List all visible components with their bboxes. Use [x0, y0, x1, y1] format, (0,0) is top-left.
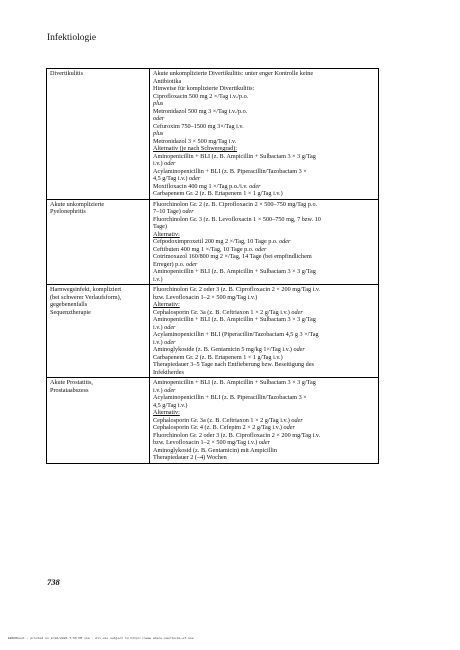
therapy-text: Carbapenem Gr. 2 (z. B. Ertapenem 1 × 1 g/Tag i.v.): [153, 190, 283, 197]
therapy-conjunction: oder: [249, 182, 261, 190]
therapy-line: [153, 424, 375, 432]
therapy-line: [153, 246, 375, 254]
therapy-text: Alternativ (je nach Schweregrad):: [153, 145, 238, 152]
therapy-text: i.v.): [153, 386, 165, 394]
therapy-text: Fluorchinolon Gr. 2 oder 3 (z. B. Ciprofloxacin 2 × 200 mg/Tag i.v.: [153, 431, 321, 439]
therapy-text: Acylaminopenicillin + BLI (Piperacillin/Tazobactam 4,5 g 3 ×/Tag: [153, 331, 319, 338]
therapy-line: [153, 354, 375, 362]
therapy-text: Ciprofloxacin 500 mg 2 ×/Tag i.v./p.o.: [153, 92, 249, 100]
condition-line: Divertikulitis: [50, 70, 83, 77]
therapy-text: Metronidazol 500 mg 3 ×/Tag i.v./p.o.: [153, 107, 248, 115]
table-row: [47, 199, 379, 285]
therapy-line: [153, 183, 375, 191]
therapy-line: [153, 316, 375, 324]
therapy-line: [153, 379, 375, 387]
therapy-line: [153, 208, 375, 216]
therapy-conjunction: oder: [255, 245, 267, 253]
therapy-line: [153, 439, 375, 447]
therapy-conjunction: oder: [164, 338, 176, 346]
condition-line: gegebenenfalls: [50, 301, 88, 308]
therapy-line: [153, 238, 375, 246]
therapy-text: Carbapenem Gr. 2 (z. B. Ertapenem 1 × 1 g/Tag i.v.): [153, 353, 283, 361]
therapy-text: Cephalosporin Gr. 4 (z. B. Cefepim 2 × 2 g/Tag i.v.): [153, 424, 284, 431]
therapy-text: Aminopenicillin + BLI (z. B. Ampicillin + Sulbactam 3 × 3 g/Tag: [153, 268, 316, 275]
therapy-line: [153, 339, 375, 347]
therapy-line: [153, 85, 375, 93]
therapy-line: [153, 286, 375, 294]
therapy-text: 4,5 g/Tag i.v.): [153, 175, 189, 182]
therapy-conjunction: oder: [291, 416, 303, 424]
therapy-text: Aminopenicillin + BLI (z. B. Ampicillin + Sulbactam 3 × 3 g/Tag: [153, 379, 316, 386]
therapy-conjunction: oder: [185, 260, 198, 268]
therapy-line: [153, 331, 375, 339]
therapy-text: Cotrimoxazol 160/800 mg 2 ×/Tag, 14 Tage (bei empfindlichem: [153, 253, 312, 260]
therapy-text: Hinweise für komplizierte Divertikulitis:: [153, 85, 255, 92]
therapy-text: Akute unkomplizierte Divertikulitis: unter enger Kontrolle keine: [153, 70, 314, 77]
therapy-text: Aminopenicillin + BLI (z. B. Ampicillin + Sulbactam 3 × 3 g/Tag: [153, 316, 316, 323]
therapy-text: Tage): [153, 223, 167, 230]
condition-line: Sequenztherapie: [50, 308, 91, 316]
therapy-text: Cephalosporin Gr. 3a (z. B. Ceftriaxon 1 × 2 g/Tag i.v.): [153, 308, 292, 316]
therapy-line: [153, 145, 375, 153]
therapy-line: [153, 417, 375, 425]
therapy-line: [153, 432, 375, 440]
therapy-text: Acylaminopenicillin + BLI (z. B. Piperacillin/Tazobactam 3 ×: [153, 167, 307, 175]
condition-cell: [47, 69, 150, 200]
therapy-text: plus: [153, 100, 164, 107]
therapy-text: Cefpodoximproxetil 200 mg 2 ×/Tag, 10 Tage p.o.: [153, 238, 280, 245]
therapy-cell: [150, 378, 379, 464]
therapy-line: [153, 190, 375, 198]
therapy-line: [153, 175, 375, 183]
therapy-line: [153, 268, 375, 276]
therapy-line: [153, 387, 375, 395]
therapy-line: [153, 93, 375, 101]
therapy-text: bzw. Levofloxacin 1–2 × 500 mg/Tag i.v.): [153, 293, 258, 301]
therapy-conjunction: oder: [279, 238, 291, 245]
therapy-line: [153, 394, 375, 402]
antibiotic-therapy-table: [46, 68, 379, 464]
therapy-text: 4,5 g/Tag i.v.): [153, 401, 188, 409]
therapy-line: [153, 70, 375, 78]
therapy-conjunction: oder: [283, 424, 295, 431]
therapy-line: [153, 138, 375, 146]
therapy-text: Cephalosporin Gr. 3a (z. B. Ceftriaxon 1 × 2 g/Tag i.v.): [153, 416, 292, 424]
therapy-conjunction: oder: [293, 346, 305, 353]
table-row: [47, 378, 379, 464]
therapy-text: Aminoglykosid (z. B. Gentamicin) mit Ampicillin: [153, 446, 277, 454]
therapy-line: [153, 369, 375, 377]
therapy-text: bzw. Levofloxacin 1–2 × 500 mg/Tag i.v.): [153, 439, 259, 446]
therapy-conjunction: oder: [258, 439, 271, 446]
therapy-line: [153, 301, 375, 309]
condition-cell: [47, 199, 150, 285]
therapy-line: [153, 153, 375, 161]
therapy-line: [153, 130, 375, 138]
therapy-text: Cefuroxim 750–1500 mg 3×/Tag i.v.: [153, 122, 244, 130]
therapy-text: Fluorchinolon Gr. 3 (z. B. Levofloxacin 1 × 500–750 mg, 7 bzw. 10: [153, 215, 321, 223]
therapy-line: [153, 454, 375, 462]
therapy-text: Infektherdes: [153, 368, 184, 376]
condition-line: (bei schwerer Verlaufsform),: [50, 293, 122, 301]
therapy-line: [153, 309, 375, 317]
therapy-text: Fluorchinolon Gr. 2 oder 3 (z. B. Ciprofloxacin 2 × 200 mg/Tag i.v.: [153, 286, 321, 293]
therapy-conjunction: oder: [164, 160, 176, 167]
therapy-conjunction: oder: [182, 208, 194, 215]
therapy-text: Therapiedauer 3–5 Tage nach Entfieberung bzw. Beseitigung des: [153, 361, 314, 368]
therapy-line: [153, 346, 375, 354]
therapy-text: i.v.): [153, 160, 165, 167]
footer-notice: EBSCOhost - printed on 2/10/2023 7:56 PM via . All use subject to https://www.ebsco.com/terms-of-use: [8, 636, 194, 640]
table-body: [47, 69, 379, 464]
therapy-line: [153, 253, 375, 261]
section-title: Infektiologie: [47, 33, 97, 43]
therapy-text: Fluorchinolon Gr. 2 (z. B. Ciprofloxacin 2 × 500–750 mg/Tag p.o.: [153, 200, 318, 208]
therapy-conjunction: oder: [164, 386, 176, 394]
therapy-line: [153, 276, 375, 284]
therapy-text: Erreger) p.o.: [153, 260, 186, 268]
therapy-text: Aminoglykoside (z. B. Gentamicin 5 mg/kg 1×/Tag i.v.): [153, 346, 294, 353]
condition-line: Pyelonephritis: [50, 208, 86, 215]
table-row: [47, 69, 379, 200]
therapy-text: Alternativ:: [153, 301, 180, 308]
condition-cell: [47, 378, 150, 464]
condition-line: Harnwegsinfekt, kompliziert: [50, 286, 122, 293]
therapy-conjunction: oder: [291, 308, 303, 316]
therapy-cell: [150, 285, 379, 378]
therapy-text: Alternativ:: [153, 409, 180, 416]
therapy-line: [153, 223, 375, 231]
therapy-text: Therapiedauer 2 (–4) Wochen: [153, 454, 227, 461]
condition-line: Akute Prostatitis,: [50, 379, 93, 386]
therapy-line: [153, 324, 375, 332]
therapy-text: Metronidazol 3 × 500 mg/Tag i.v.: [153, 137, 237, 145]
page-number: 738: [47, 577, 60, 587]
therapy-line: [153, 100, 375, 108]
therapy-line: [153, 160, 375, 168]
therapy-text: i.v.): [153, 323, 165, 331]
therapy-line: [153, 294, 375, 302]
therapy-cell: [150, 199, 379, 285]
therapy-line: [153, 201, 375, 209]
therapy-line: [153, 261, 375, 269]
therapy-line: [153, 231, 375, 239]
therapy-line: [153, 115, 375, 123]
therapy-text: Ceftibuten 400 mg 1 ×/Tag, 10 Tage p.o.: [153, 245, 256, 253]
therapy-text: Aminopenicillin + BLI (z. B. Ampicillin + Sulbactam 3 × 3 g/Tag: [153, 152, 316, 160]
therapy-text: Moxifloxacin 400 mg 1 ×/Tag p.o./i.v.: [153, 182, 250, 190]
condition-line: Akute unkomplizierte: [50, 200, 105, 208]
therapy-line: [153, 123, 375, 131]
therapy-text: i.v.): [153, 275, 163, 283]
therapy-line: [153, 409, 375, 417]
therapy-text: Antibiotika: [153, 77, 182, 85]
therapy-text: 7–10 Tage): [153, 208, 183, 215]
therapy-text: Acylaminopenicillin + BLI (z. B. Piperacillin/Tazobactam 3 ×: [153, 394, 307, 401]
therapy-text: i.v.): [153, 338, 165, 346]
therapy-line: [153, 402, 375, 410]
therapy-line: [153, 168, 375, 176]
therapy-line: [153, 447, 375, 455]
therapy-conjunction: oder: [188, 175, 201, 182]
therapy-text: Alternativ:: [153, 230, 180, 238]
condition-line: Prostataabszess: [50, 386, 89, 394]
therapy-cell: [150, 69, 379, 200]
therapy-line: [153, 216, 375, 224]
condition-cell: [47, 285, 150, 378]
table-row: [47, 285, 379, 378]
therapy-text: oder: [153, 115, 165, 122]
therapy-text: plus: [153, 130, 164, 137]
therapy-line: [153, 78, 375, 86]
therapy-line: [153, 361, 375, 369]
therapy-line: [153, 108, 375, 116]
therapy-conjunction: oder: [164, 323, 176, 331]
